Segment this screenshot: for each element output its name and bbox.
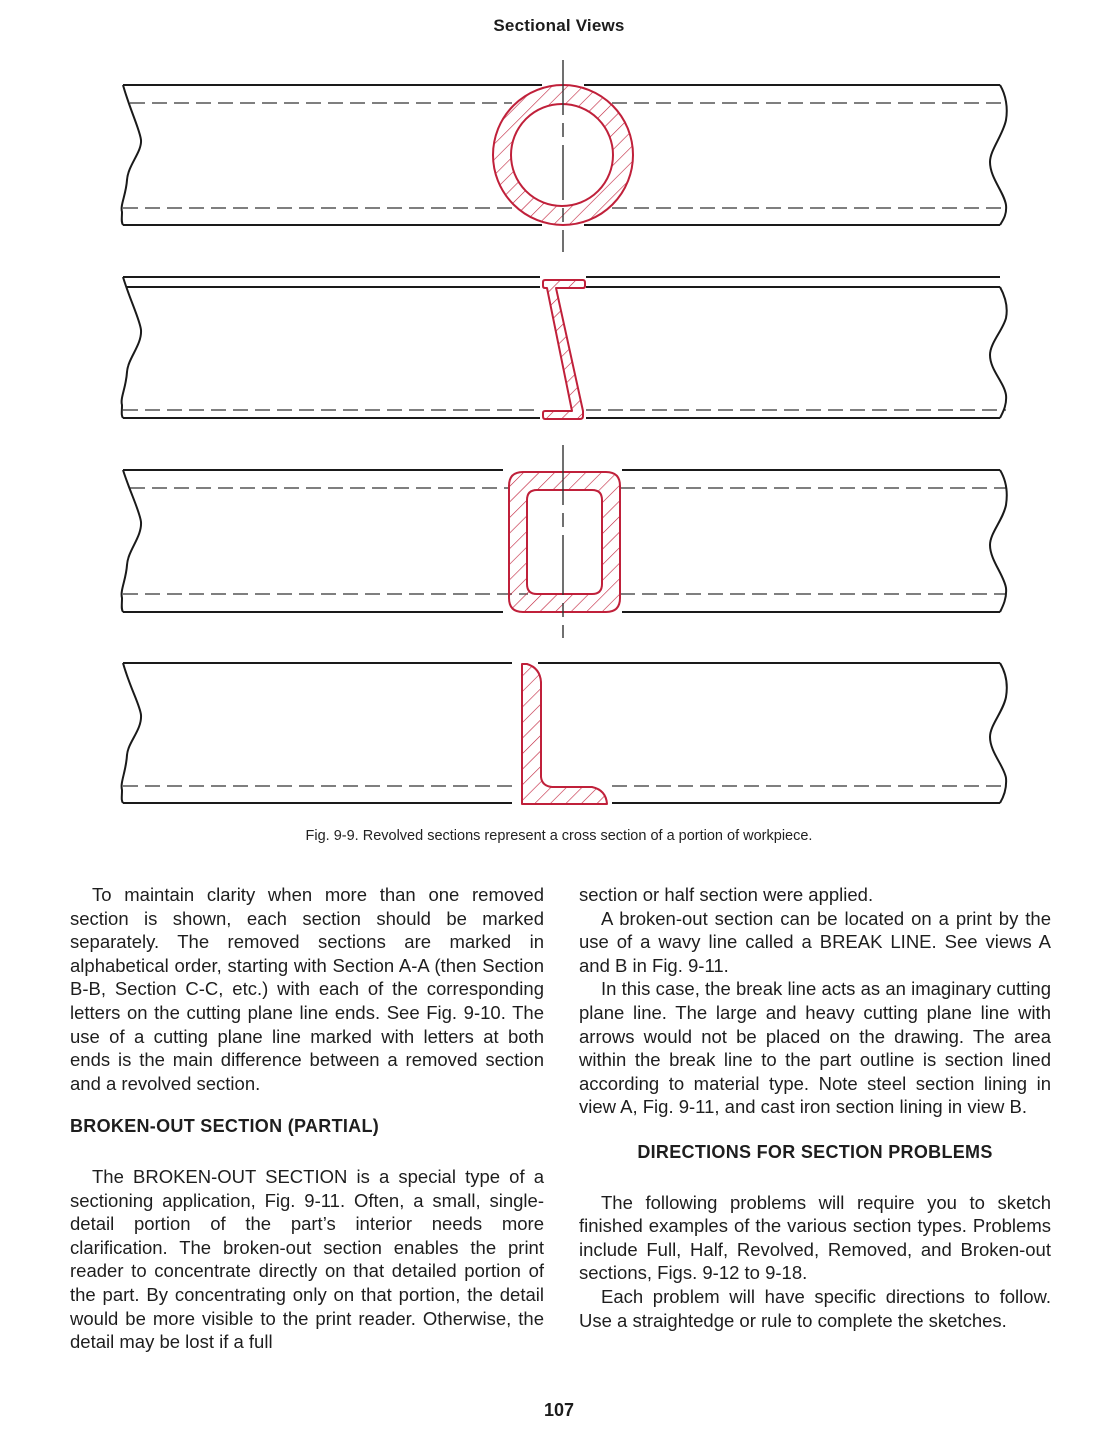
left-column	[70, 883, 544, 1354]
view-angle	[122, 663, 1007, 804]
paragraph-continuation: section or half section were applied.	[579, 884, 874, 905]
right-column	[579, 883, 1051, 1332]
heading-broken-out-section: BROKEN-OUT SECTION (PARTIAL)	[70, 1116, 380, 1137]
paragraph-problems-list: The following problems will require you to sketch finished examples of the various section types. Problems include Full, Half, Revolved, Removed, and Broken-out sections, Figs. 9-12 to 9-18.	[579, 1191, 1051, 1284]
paragraph-removed-sections: To maintain clarity when more than one removed section is shown, each section should be marked separately. The removed sections are marked in alphabetical order, starting with Section A-A (then Section B-B, Section C-C, etc.) with each of the corresponding letters on the cutting plane line ends. See Fig. 9-10. The use of a cutting plane line marked with letters at both ends is the main difference between a removed section and a revolved section.	[70, 884, 544, 1094]
view-rectangular-tube	[122, 445, 1007, 638]
heading-directions: DIRECTIONS FOR SECTION PROBLEMS	[637, 1141, 993, 1162]
running-title: Sectional Views	[493, 16, 625, 35]
page-number: 107	[543, 1400, 575, 1420]
paragraph-imaginary-cutting-plane: In this case, the break line acts as an imaginary cutting plane line. The large and heavy cutting plane line with arrows would not be placed on the drawing. The area within the break line to the part outline is section lined according to material type. Note steel section lining in view A, Fig. 9-11, and cast iron section lining in view B.	[579, 978, 1051, 1118]
figure-caption: Fig. 9-9. Revolved sections represent a cross section of a portion of workpiece.	[305, 828, 813, 844]
paragraph-break-line: A broken-out section can be located on a print by the use of a wavy line called a BREAK LINE. See views A and B in Fig. 9-11.	[579, 907, 1051, 976]
paragraph-specific-directions: Each problem will have specific directions to follow. Use a straightedge or rule to complete the sketches.	[579, 1285, 1051, 1331]
view-round-tube	[122, 60, 1007, 252]
view-z-section	[122, 277, 1007, 419]
paragraph-broken-out-intro: The BROKEN-OUT SECTION is a special type of a sectioning application, Fig. 9-11. Often, a small, single-detail portion of the part’s interior needs more clarification. The broken-out section enables the print reader to concentrate directly on that detailed portion of the part. By concentrating only on that portion, the detail would be more visible to the print reader. Otherwise, the detail may be lost if a full	[70, 1165, 544, 1353]
